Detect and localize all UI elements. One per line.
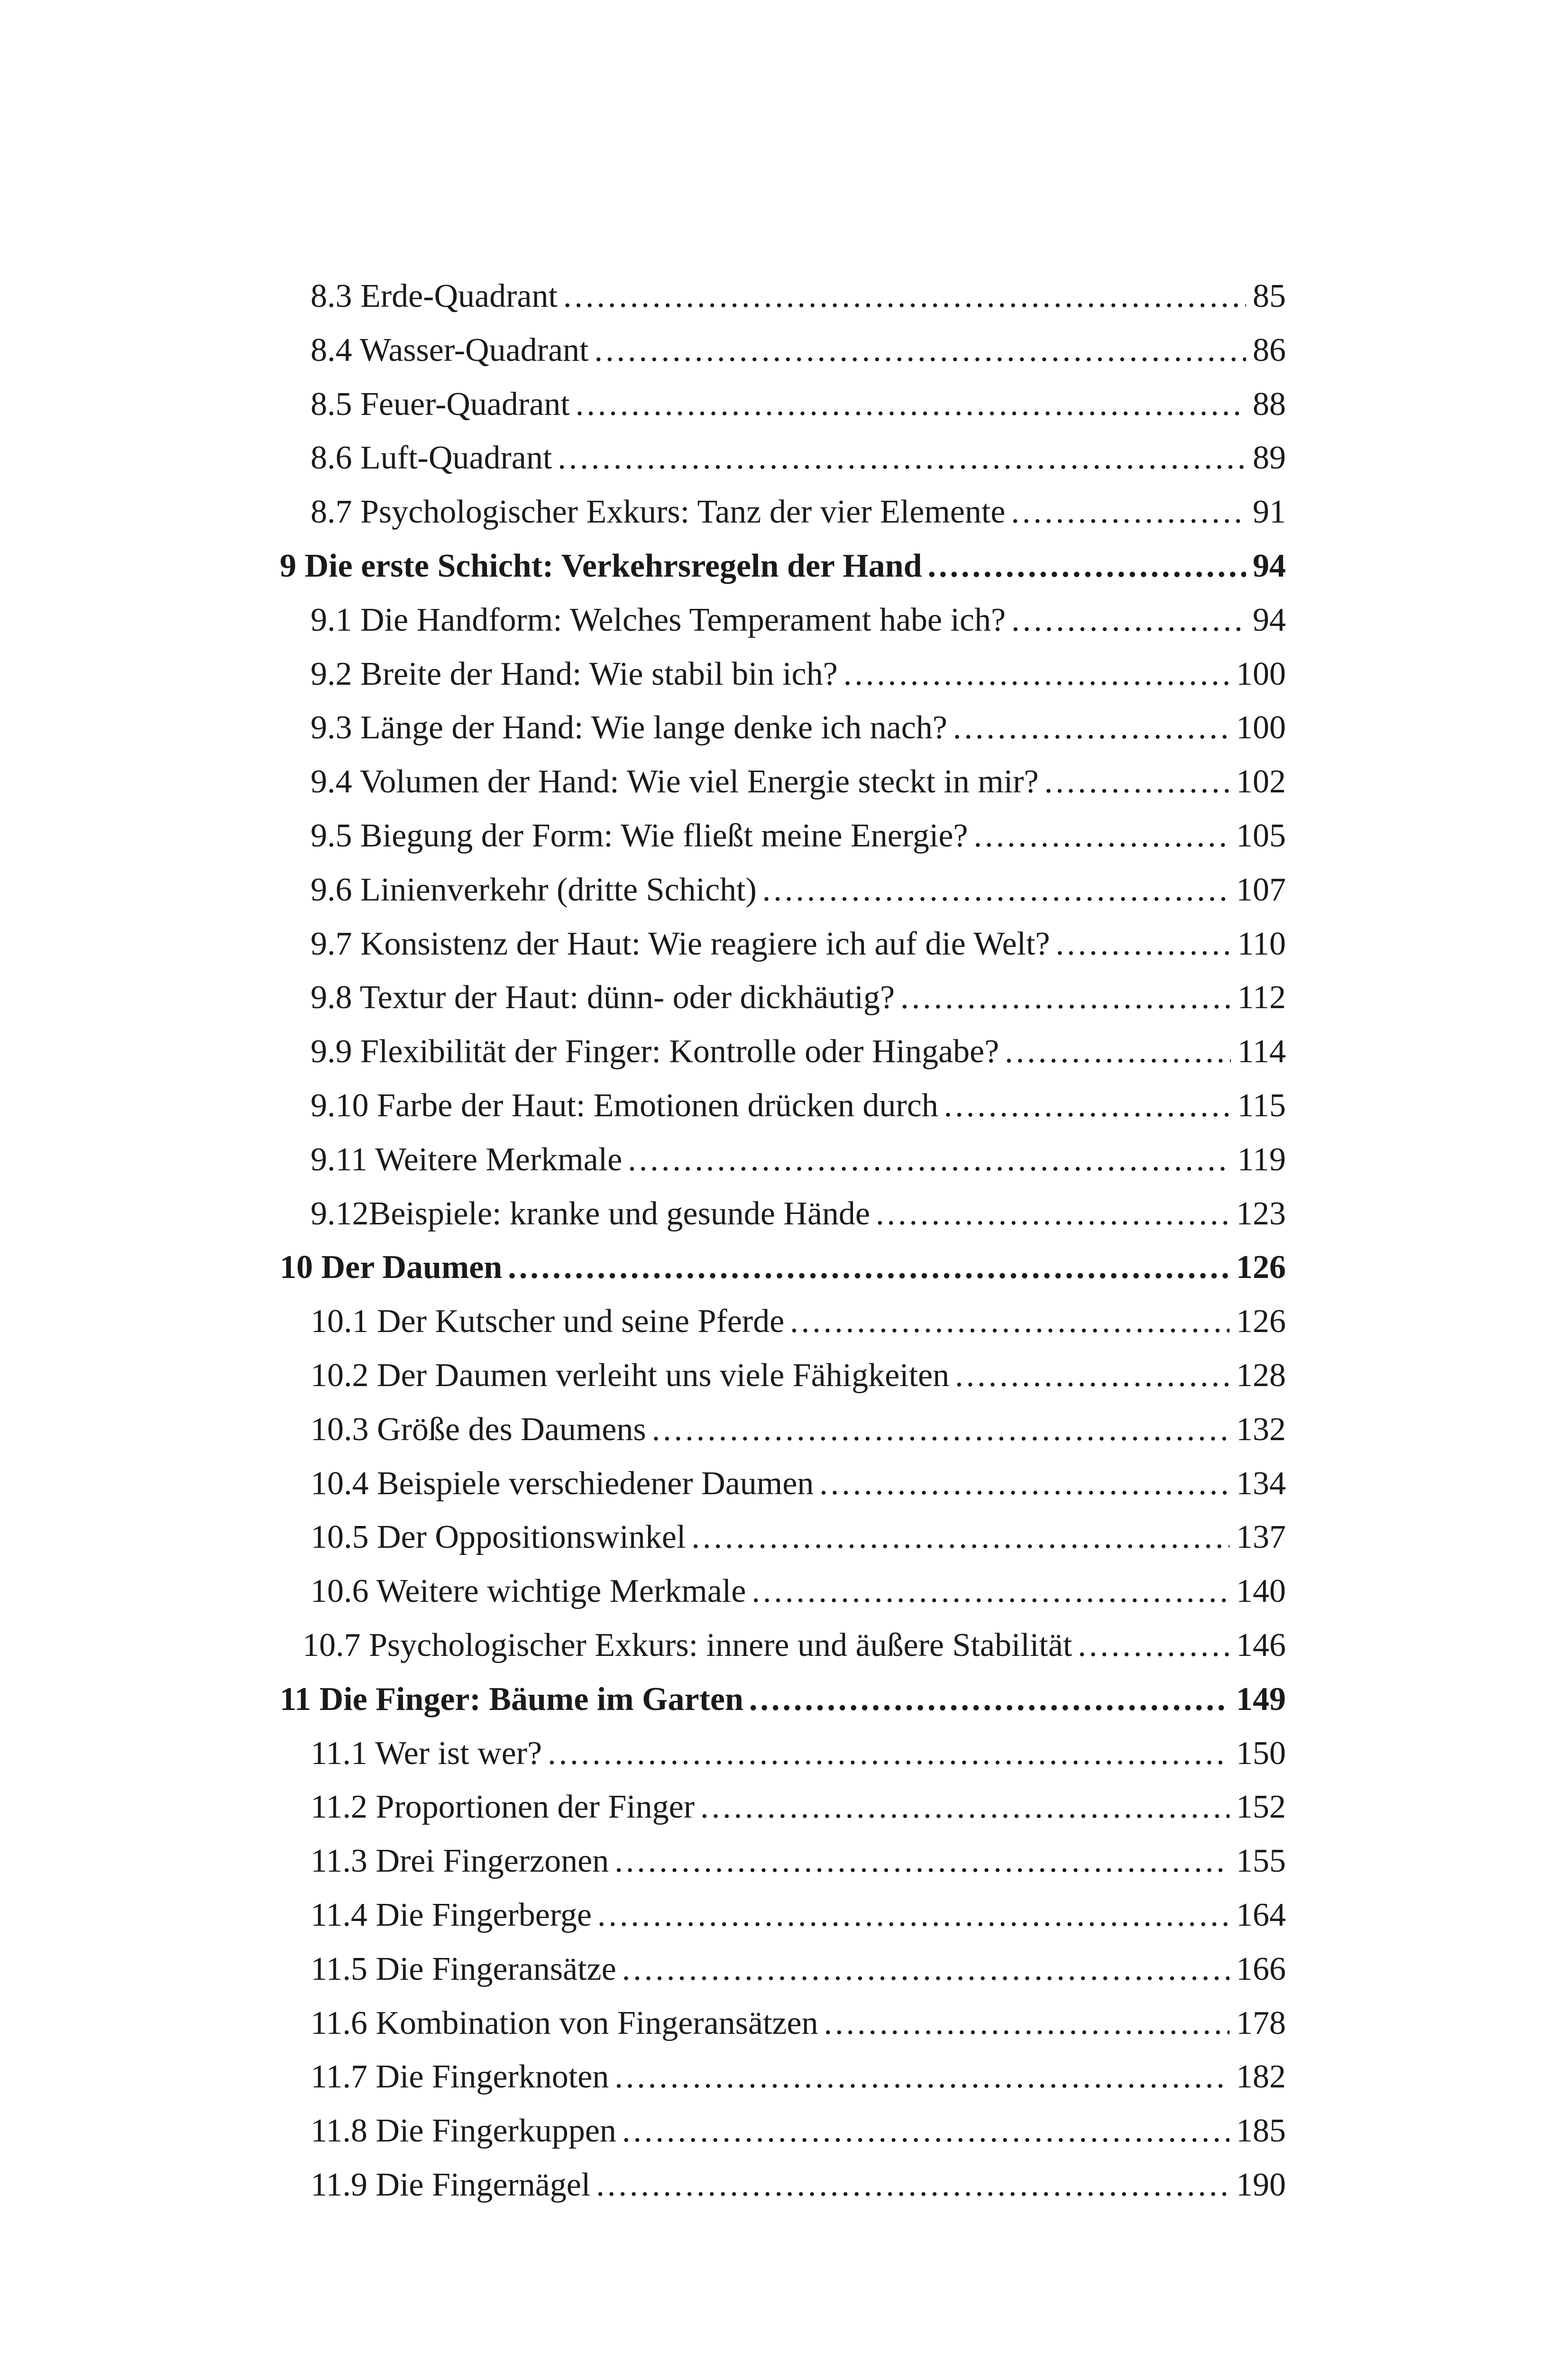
toc-entry-title: 9.12Beispiele: kranke und gesunde Hände (311, 1195, 870, 1232)
toc-page-number: 150 (1236, 1735, 1286, 1772)
toc-entry-title: 8.7 Psychologischer Exkurs: Tanz der vier Elemente (311, 494, 1006, 530)
toc-entry-title: 11.1 Wer ist wer? (311, 1735, 542, 1772)
toc-page-number: 149 (1236, 1681, 1286, 1718)
toc-section-entry (311, 755, 1286, 809)
toc-entry-title: 9.5 Biegung der Form: Wie fließt meine Energie? (311, 818, 968, 854)
dot-leader (597, 1888, 1229, 1942)
toc-section-entry (311, 269, 1286, 323)
toc-section-entry (311, 593, 1286, 647)
toc-entry-title: 11.3 Drei Fingerzonen (311, 1843, 609, 1879)
toc-section-entry (311, 1295, 1286, 1349)
toc-entry-title: 9.1 Die Handform: Welches Temperament habe ich? (311, 602, 1006, 638)
toc-page-number: 100 (1236, 709, 1286, 746)
dot-leader (1011, 593, 1246, 647)
toc-page-number: 105 (1236, 818, 1286, 854)
toc-entry-title: 8.4 Wasser-Quadrant (311, 332, 589, 368)
toc-entry-title: 9.2 Breite der Hand: Wie stabil bin ich? (311, 656, 838, 692)
dot-leader (762, 863, 1229, 917)
toc-page-number: 128 (1236, 1357, 1286, 1394)
toc-page-number: 146 (1236, 1627, 1286, 1663)
toc-section-entry (311, 1727, 1286, 1781)
toc-section-entry (311, 431, 1286, 485)
toc-entry-title: 10.4 Beispiele verschiedener Daumen (311, 1465, 814, 1502)
toc-page-number: 114 (1237, 1033, 1286, 1070)
toc-page-number: 91 (1253, 494, 1286, 530)
dot-leader (1055, 917, 1230, 971)
toc-page-number: 110 (1237, 926, 1286, 962)
toc-section-entry (311, 1187, 1286, 1241)
dot-leader (752, 1564, 1229, 1618)
toc-section-entry (311, 863, 1286, 917)
toc-section-entry (311, 2158, 1286, 2212)
toc-entry-title: 10.3 Größe des Daumens (311, 1411, 646, 1448)
toc-entry-title: 8.5 Feuer-Quadrant (311, 386, 570, 423)
toc-section-entry (311, 971, 1286, 1025)
toc-page-number: 112 (1237, 979, 1286, 1016)
toc-page-number: 166 (1236, 1951, 1286, 1987)
toc-page-number: 178 (1236, 2005, 1286, 2041)
toc-page-number: 190 (1236, 2167, 1286, 2203)
toc-page-number: 134 (1236, 1465, 1286, 1502)
toc-page-number: 137 (1236, 1519, 1286, 1555)
toc-section-entry (311, 1457, 1286, 1511)
toc-entry-title: 10.5 Der Oppositionswinkel (311, 1519, 686, 1555)
toc-entry-title: 9.9 Flexibilität der Finger: Kontrolle oder Hingabe? (311, 1033, 999, 1070)
toc-page-number: 119 (1237, 1141, 1286, 1178)
toc-section-entry (311, 1349, 1286, 1403)
toc-entry-title: 11 Die Finger: Bäume im Garten (280, 1681, 743, 1718)
toc-entry-title: 8.6 Luft-Quadrant (311, 440, 552, 476)
toc-page-number: 102 (1236, 763, 1286, 800)
toc-entry-title: 9.4 Volumen der Hand: Wie viel Energie steckt in mir? (311, 763, 1039, 800)
dot-leader (824, 1996, 1229, 2050)
dot-leader (1045, 755, 1229, 809)
dot-leader (1078, 1618, 1229, 1673)
toc-page-number: 126 (1236, 1249, 1286, 1286)
dot-leader (900, 971, 1231, 1025)
dot-leader (558, 431, 1246, 485)
toc-page-number: 126 (1236, 1303, 1286, 1340)
dot-leader (955, 1349, 1229, 1403)
toc-page-number: 185 (1236, 2113, 1286, 2149)
toc-page-number: 86 (1253, 332, 1286, 368)
toc-section-entry (311, 1133, 1286, 1187)
toc-section-entry (311, 1510, 1286, 1564)
dot-leader (628, 1133, 1230, 1187)
toc-section-entry (311, 1942, 1286, 1996)
toc-section-entry (311, 377, 1286, 432)
toc-page-number: 89 (1253, 440, 1286, 476)
dot-leader (973, 809, 1229, 863)
toc-section-entry (311, 2050, 1286, 2104)
toc-page-number: 115 (1237, 1087, 1286, 1124)
toc-section-entry (311, 1996, 1286, 2050)
toc-chapter-entry (280, 539, 1286, 593)
toc-entry-title: 10.2 Der Daumen verleiht uns viele Fähigkeiten (311, 1357, 950, 1394)
toc-entry-title: 10.1 Der Kutscher und seine Pferde (311, 1303, 785, 1340)
toc-section-entry (311, 1780, 1286, 1834)
toc-section-entry (311, 647, 1286, 701)
dot-leader (944, 1079, 1231, 1133)
dot-leader (819, 1457, 1229, 1511)
dot-leader (1005, 1025, 1230, 1079)
toc-page-number: 140 (1236, 1573, 1286, 1609)
dot-leader (508, 1241, 1229, 1295)
dot-leader (622, 1942, 1229, 1996)
toc-section-entry (311, 485, 1286, 539)
toc-page-number: 100 (1236, 656, 1286, 692)
toc-entry-title: 11.8 Die Fingerkuppen (311, 2113, 616, 2149)
toc-entry-title: 11.6 Kombination von Fingeransätzen (311, 2005, 818, 2041)
toc-entry-title: 9 Die erste Schicht: Verkehrsregeln der Hand (280, 548, 922, 584)
toc-section-entry (311, 2104, 1286, 2158)
toc-entry-title: 11.4 Die Fingerberge (311, 1897, 592, 1933)
toc-section-entry (311, 1888, 1286, 1942)
dot-leader (652, 1403, 1229, 1457)
dot-leader (548, 1727, 1229, 1781)
dot-leader (614, 2050, 1229, 2104)
toc-page-number: 94 (1253, 602, 1286, 638)
toc-entry-title: 8.3 Erde-Quadrant (311, 278, 558, 314)
dot-leader (563, 269, 1246, 323)
toc-entry-title: 11.9 Die Fingernägel (311, 2167, 591, 2203)
toc-page-number: 164 (1236, 1897, 1286, 1933)
toc-entry-title: 9.10 Farbe der Haut: Emotionen drücken durch (311, 1087, 938, 1124)
dot-leader (953, 701, 1229, 755)
dot-leader (622, 2104, 1229, 2158)
toc-section-entry (311, 1403, 1286, 1457)
toc-chapter-entry (280, 1673, 1286, 1727)
toc-entry-title: 10.7 Psychologischer Exkurs: innere und äußere Stabilität (303, 1627, 1073, 1663)
dot-leader (700, 1780, 1229, 1834)
toc-section-entry (311, 1564, 1286, 1618)
dot-leader (876, 1187, 1229, 1241)
toc-entry-title: 9.11 Weitere Merkmale (311, 1141, 623, 1178)
toc-page-number: 132 (1236, 1411, 1286, 1448)
toc-section-entry (311, 1834, 1286, 1888)
toc-page-number: 123 (1236, 1195, 1286, 1232)
toc-section-entry (311, 1079, 1286, 1133)
toc-page-number: 107 (1236, 872, 1286, 908)
toc-entry-title: 11.5 Die Fingeransätze (311, 1951, 616, 1987)
toc-entry-title: 9.8 Textur der Haut: dünn- oder dickhäutig? (311, 979, 895, 1016)
toc-section-entry (311, 701, 1286, 755)
toc-entry-title: 11.2 Proportionen der Finger (311, 1789, 695, 1825)
dot-leader (576, 377, 1246, 432)
toc-entry-title: 9.3 Länge der Hand: Wie lange denke ich nach? (311, 709, 947, 746)
toc-page-number: 155 (1236, 1843, 1286, 1879)
toc-section-entry (311, 323, 1286, 377)
toc-entry-title: 9.6 Linienverkehr (dritte Schicht) (311, 872, 757, 908)
dot-leader (749, 1673, 1229, 1727)
dot-leader (614, 1834, 1229, 1888)
toc-section-entry (303, 1618, 1286, 1673)
toc-entry-title: 10.6 Weitere wichtige Merkmale (311, 1573, 746, 1609)
dot-leader (596, 2158, 1229, 2212)
toc-section-entry (311, 1025, 1286, 1079)
toc-page-number: 88 (1253, 386, 1286, 423)
dot-leader (691, 1510, 1229, 1564)
toc-entry-title: 11.7 Die Fingerknoten (311, 2059, 609, 2095)
toc-page-number: 85 (1253, 278, 1286, 314)
dot-leader (844, 647, 1229, 701)
toc-page-number: 152 (1236, 1789, 1286, 1825)
dot-leader (595, 323, 1247, 377)
toc-entry-title: 9.7 Konsistenz der Haut: Wie reagiere ich auf die Welt? (311, 926, 1050, 962)
toc-chapter-entry (280, 1241, 1286, 1295)
toc-section-entry (311, 917, 1286, 971)
dot-leader (1011, 485, 1246, 539)
toc-page-number: 94 (1253, 548, 1286, 584)
toc-page-number: 182 (1236, 2059, 1286, 2095)
toc-entry-title: 10 Der Daumen (280, 1249, 503, 1286)
dot-leader (928, 539, 1246, 593)
dot-leader (790, 1295, 1229, 1349)
toc-section-entry (311, 809, 1286, 863)
